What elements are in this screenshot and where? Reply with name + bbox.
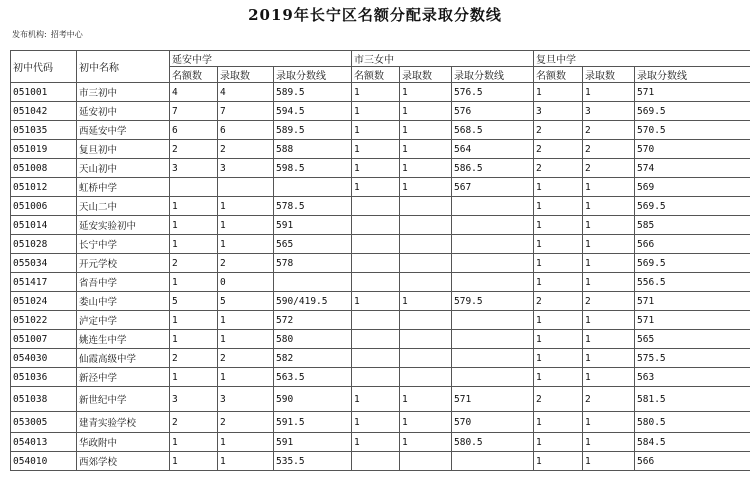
cell-fudan-admitted: 1 bbox=[583, 178, 635, 197]
cell-yanan-quota: 7 bbox=[170, 102, 218, 121]
cell-yanan-score bbox=[274, 178, 352, 197]
cell-yanan-score: 578.5 bbox=[274, 197, 352, 216]
cell-yanan-quota: 1 bbox=[170, 433, 218, 452]
cell-shisan-admitted: 1 bbox=[400, 292, 452, 311]
table-row bbox=[11, 349, 750, 368]
header-school-fudan: 复旦中学 bbox=[534, 51, 750, 67]
header-quota: 名额数 bbox=[352, 67, 400, 83]
cell-yanan-admitted: 1 bbox=[218, 433, 274, 452]
cell-yanan-score: 582 bbox=[274, 349, 352, 368]
cell-fudan-score: 563 bbox=[635, 368, 750, 387]
table-row bbox=[11, 368, 750, 387]
cell-name: 华政附中 bbox=[77, 433, 170, 452]
cell-yanan-admitted: 1 bbox=[218, 235, 274, 254]
cell-shisan-quota: 1 bbox=[352, 140, 400, 159]
cell-fudan-quota: 2 bbox=[534, 140, 583, 159]
table-row bbox=[11, 216, 750, 235]
cell-fudan-admitted: 1 bbox=[583, 330, 635, 349]
cell-fudan-admitted: 1 bbox=[583, 433, 635, 452]
cell-yanan-quota: 1 bbox=[170, 197, 218, 216]
cell-shisan-admitted bbox=[400, 216, 452, 235]
cell-shisan-quota: 1 bbox=[352, 83, 400, 102]
table-row bbox=[11, 387, 750, 412]
cell-fudan-admitted: 1 bbox=[583, 452, 635, 471]
cell-shisan-quota bbox=[352, 216, 400, 235]
cell-code: 051035 bbox=[11, 121, 77, 140]
cell-fudan-admitted: 1 bbox=[583, 349, 635, 368]
cell-yanan-quota: 1 bbox=[170, 273, 218, 292]
cell-yanan-score bbox=[274, 273, 352, 292]
publisher-value: 招考中心 bbox=[50, 30, 83, 39]
table-row bbox=[11, 235, 750, 254]
table-row bbox=[11, 102, 750, 121]
cell-code: 051006 bbox=[11, 197, 77, 216]
cell-code: 051038 bbox=[11, 387, 77, 412]
cell-fudan-score: 585 bbox=[635, 216, 750, 235]
cell-fudan-admitted: 1 bbox=[583, 216, 635, 235]
header-score-line: 录取分数线 bbox=[452, 67, 534, 83]
header-school-yanan: 延安中学 bbox=[170, 51, 352, 67]
cell-yanan-admitted: 1 bbox=[218, 452, 274, 471]
cell-yanan-admitted: 2 bbox=[218, 254, 274, 273]
cell-yanan-admitted: 1 bbox=[218, 330, 274, 349]
cell-shisan-admitted bbox=[400, 368, 452, 387]
cell-code: 051022 bbox=[11, 311, 77, 330]
cell-yanan-admitted: 1 bbox=[218, 311, 274, 330]
cell-fudan-admitted: 1 bbox=[583, 235, 635, 254]
cell-yanan-quota: 5 bbox=[170, 292, 218, 311]
cell-fudan-score: 581.5 bbox=[635, 387, 750, 412]
cell-shisan-score: 568.5 bbox=[452, 121, 534, 140]
cell-shisan-admitted: 1 bbox=[400, 412, 452, 433]
cell-code: 051014 bbox=[11, 216, 77, 235]
cell-name: 泸定中学 bbox=[77, 311, 170, 330]
table-row bbox=[11, 412, 750, 433]
table-row bbox=[11, 197, 750, 216]
cell-shisan-quota: 1 bbox=[352, 121, 400, 140]
cell-yanan-quota: 1 bbox=[170, 311, 218, 330]
cell-shisan-score: 576.5 bbox=[452, 83, 534, 102]
cell-fudan-score: 570 bbox=[635, 140, 750, 159]
cell-code: 051042 bbox=[11, 102, 77, 121]
cell-fudan-admitted: 1 bbox=[583, 83, 635, 102]
cell-shisan-admitted: 1 bbox=[400, 433, 452, 452]
cell-fudan-quota: 1 bbox=[534, 216, 583, 235]
cell-shisan-admitted: 1 bbox=[400, 83, 452, 102]
cell-shisan-score: 564 bbox=[452, 140, 534, 159]
header-school-shisan: 市三女中 bbox=[352, 51, 534, 67]
header-score-line: 录取分数线 bbox=[274, 67, 352, 83]
table-row bbox=[11, 121, 750, 140]
cell-yanan-quota: 3 bbox=[170, 387, 218, 412]
header-code: 初中代码 bbox=[11, 51, 77, 83]
cell-fudan-score: 566 bbox=[635, 452, 750, 471]
cell-fudan-admitted: 2 bbox=[583, 121, 635, 140]
cell-shisan-quota bbox=[352, 330, 400, 349]
cell-fudan-score: 569 bbox=[635, 178, 750, 197]
cell-shisan-quota: 1 bbox=[352, 387, 400, 412]
table-row bbox=[11, 330, 750, 349]
cell-yanan-score: 598.5 bbox=[274, 159, 352, 178]
cell-code: 054013 bbox=[11, 433, 77, 452]
cell-fudan-admitted: 1 bbox=[583, 368, 635, 387]
cell-fudan-quota: 1 bbox=[534, 235, 583, 254]
cell-code: 051001 bbox=[11, 83, 77, 102]
cell-fudan-quota: 1 bbox=[534, 412, 583, 433]
cell-name: 新泾中学 bbox=[77, 368, 170, 387]
cell-fudan-quota: 3 bbox=[534, 102, 583, 121]
cell-fudan-score: 584.5 bbox=[635, 433, 750, 452]
cell-yanan-admitted: 7 bbox=[218, 102, 274, 121]
cell-fudan-quota: 1 bbox=[534, 349, 583, 368]
cell-name: 市三初中 bbox=[77, 83, 170, 102]
cell-fudan-score: 575.5 bbox=[635, 349, 750, 368]
cell-shisan-quota bbox=[352, 235, 400, 254]
table-row bbox=[11, 83, 750, 102]
cell-shisan-score bbox=[452, 235, 534, 254]
header-admitted: 录取数 bbox=[400, 67, 452, 83]
cell-fudan-quota: 1 bbox=[534, 273, 583, 292]
table-row bbox=[11, 140, 750, 159]
cell-shisan-quota bbox=[352, 452, 400, 471]
header-admitted: 录取数 bbox=[583, 67, 635, 83]
cell-shisan-score bbox=[452, 273, 534, 292]
header-quota: 名额数 bbox=[170, 67, 218, 83]
cell-shisan-quota: 1 bbox=[352, 102, 400, 121]
cell-shisan-admitted: 1 bbox=[400, 121, 452, 140]
cell-shisan-admitted: 1 bbox=[400, 159, 452, 178]
cell-fudan-score: 566 bbox=[635, 235, 750, 254]
cell-name: 省吾中学 bbox=[77, 273, 170, 292]
cell-shisan-admitted bbox=[400, 452, 452, 471]
cell-shisan-score: 586.5 bbox=[452, 159, 534, 178]
cell-yanan-score: 589.5 bbox=[274, 83, 352, 102]
cell-shisan-score: 580.5 bbox=[452, 433, 534, 452]
cell-shisan-score: 576 bbox=[452, 102, 534, 121]
cell-name: 延安初中 bbox=[77, 102, 170, 121]
cell-code: 053005 bbox=[11, 412, 77, 433]
cell-shisan-admitted bbox=[400, 235, 452, 254]
cell-shisan-quota: 1 bbox=[352, 159, 400, 178]
cell-shisan-score: 571 bbox=[452, 387, 534, 412]
cell-yanan-quota: 1 bbox=[170, 368, 218, 387]
cell-fudan-admitted: 2 bbox=[583, 159, 635, 178]
cell-shisan-admitted bbox=[400, 330, 452, 349]
cell-shisan-quota bbox=[352, 197, 400, 216]
cell-yanan-admitted: 2 bbox=[218, 349, 274, 368]
cell-shisan-admitted bbox=[400, 197, 452, 216]
cell-yanan-admitted: 0 bbox=[218, 273, 274, 292]
cell-shisan-score bbox=[452, 311, 534, 330]
cell-code: 051028 bbox=[11, 235, 77, 254]
cell-name: 天山二中 bbox=[77, 197, 170, 216]
cell-yanan-quota: 2 bbox=[170, 349, 218, 368]
cell-shisan-quota: 1 bbox=[352, 412, 400, 433]
cell-fudan-quota: 2 bbox=[534, 387, 583, 412]
cell-fudan-score: 574 bbox=[635, 159, 750, 178]
cell-fudan-score: 571 bbox=[635, 292, 750, 311]
cell-yanan-quota bbox=[170, 178, 218, 197]
cell-name: 娄山中学 bbox=[77, 292, 170, 311]
cell-name: 开元学校 bbox=[77, 254, 170, 273]
cell-shisan-admitted: 1 bbox=[400, 140, 452, 159]
cell-shisan-admitted bbox=[400, 273, 452, 292]
cell-yanan-score: 578 bbox=[274, 254, 352, 273]
header-score-line: 录取分数线 bbox=[635, 67, 750, 83]
cell-name: 长宁中学 bbox=[77, 235, 170, 254]
cell-yanan-quota: 1 bbox=[170, 235, 218, 254]
cell-yanan-admitted: 1 bbox=[218, 216, 274, 235]
cell-shisan-quota bbox=[352, 349, 400, 368]
cell-code: 051008 bbox=[11, 159, 77, 178]
cell-fudan-quota: 1 bbox=[534, 452, 583, 471]
cell-yanan-score: 591 bbox=[274, 216, 352, 235]
page-title: 2019年长宁区名额分配录取分数线 bbox=[248, 6, 502, 24]
cell-shisan-admitted bbox=[400, 349, 452, 368]
cell-shisan-score: 579.5 bbox=[452, 292, 534, 311]
cell-yanan-score: 591.5 bbox=[274, 412, 352, 433]
cell-fudan-score: 571 bbox=[635, 311, 750, 330]
cell-yanan-quota: 1 bbox=[170, 330, 218, 349]
cell-name: 姚连生中学 bbox=[77, 330, 170, 349]
cell-yanan-admitted: 6 bbox=[218, 121, 274, 140]
cell-yanan-quota: 4 bbox=[170, 83, 218, 102]
cell-shisan-score bbox=[452, 452, 534, 471]
cell-name: 西延安中学 bbox=[77, 121, 170, 140]
cell-fudan-score: 556.5 bbox=[635, 273, 750, 292]
cell-fudan-score: 580.5 bbox=[635, 412, 750, 433]
cell-yanan-admitted: 2 bbox=[218, 412, 274, 433]
cell-yanan-score: 594.5 bbox=[274, 102, 352, 121]
cell-yanan-quota: 2 bbox=[170, 254, 218, 273]
cell-code: 055034 bbox=[11, 254, 77, 273]
cell-name: 西郊学校 bbox=[77, 452, 170, 471]
cell-shisan-quota bbox=[352, 273, 400, 292]
header-name: 初中名称 bbox=[77, 51, 170, 83]
cell-shisan-admitted bbox=[400, 254, 452, 273]
cell-yanan-score: 563.5 bbox=[274, 368, 352, 387]
cell-yanan-quota: 3 bbox=[170, 159, 218, 178]
cell-code: 051012 bbox=[11, 178, 77, 197]
table-row bbox=[11, 452, 750, 471]
cell-fudan-admitted: 1 bbox=[583, 412, 635, 433]
cell-yanan-admitted: 4 bbox=[218, 83, 274, 102]
cell-fudan-quota: 1 bbox=[534, 83, 583, 102]
cell-code: 051024 bbox=[11, 292, 77, 311]
cell-yanan-score: 590/419.5 bbox=[274, 292, 352, 311]
cell-name: 虹桥中学 bbox=[77, 178, 170, 197]
table-row bbox=[11, 311, 750, 330]
cell-fudan-quota: 1 bbox=[534, 311, 583, 330]
cell-fudan-quota: 1 bbox=[534, 197, 583, 216]
header-quota: 名额数 bbox=[534, 67, 583, 83]
cell-yanan-score: 572 bbox=[274, 311, 352, 330]
cell-yanan-admitted: 2 bbox=[218, 140, 274, 159]
cell-yanan-score: 589.5 bbox=[274, 121, 352, 140]
cell-shisan-score bbox=[452, 368, 534, 387]
cell-fudan-quota: 2 bbox=[534, 292, 583, 311]
cell-yanan-score: 590 bbox=[274, 387, 352, 412]
cell-fudan-score: 569.5 bbox=[635, 197, 750, 216]
cell-shisan-admitted: 1 bbox=[400, 387, 452, 412]
table-row bbox=[11, 273, 750, 292]
cell-fudan-quota: 1 bbox=[534, 254, 583, 273]
cell-yanan-admitted: 1 bbox=[218, 197, 274, 216]
cell-fudan-admitted: 1 bbox=[583, 273, 635, 292]
cell-yanan-quota: 2 bbox=[170, 140, 218, 159]
cell-shisan-admitted: 1 bbox=[400, 178, 452, 197]
cell-shisan-admitted bbox=[400, 311, 452, 330]
cell-shisan-score: 567 bbox=[452, 178, 534, 197]
cell-yanan-admitted bbox=[218, 178, 274, 197]
cell-fudan-score: 569.5 bbox=[635, 254, 750, 273]
table-row bbox=[11, 254, 750, 273]
cell-fudan-score: 569.5 bbox=[635, 102, 750, 121]
cell-fudan-quota: 1 bbox=[534, 330, 583, 349]
cell-shisan-quota: 1 bbox=[352, 178, 400, 197]
cell-shisan-admitted: 1 bbox=[400, 102, 452, 121]
cell-fudan-quota: 2 bbox=[534, 121, 583, 140]
cell-yanan-admitted: 1 bbox=[218, 368, 274, 387]
cell-yanan-score: 565 bbox=[274, 235, 352, 254]
table-row bbox=[11, 159, 750, 178]
cell-shisan-score bbox=[452, 254, 534, 273]
cell-shisan-score: 570 bbox=[452, 412, 534, 433]
cell-fudan-score: 571 bbox=[635, 83, 750, 102]
cell-shisan-score bbox=[452, 330, 534, 349]
cell-code: 051007 bbox=[11, 330, 77, 349]
cell-code: 054010 bbox=[11, 452, 77, 471]
cell-shisan-quota bbox=[352, 254, 400, 273]
cell-fudan-admitted: 2 bbox=[583, 387, 635, 412]
cell-shisan-quota: 1 bbox=[352, 433, 400, 452]
cell-name: 复旦初中 bbox=[77, 140, 170, 159]
cell-code: 051019 bbox=[11, 140, 77, 159]
cell-shisan-quota: 1 bbox=[352, 292, 400, 311]
table-row bbox=[11, 178, 750, 197]
cell-yanan-admitted: 3 bbox=[218, 159, 274, 178]
cell-fudan-quota: 2 bbox=[534, 159, 583, 178]
admission-score-table bbox=[10, 50, 750, 471]
table-row bbox=[11, 292, 750, 311]
cell-fudan-admitted: 2 bbox=[583, 292, 635, 311]
cell-yanan-admitted: 3 bbox=[218, 387, 274, 412]
cell-yanan-score: 535.5 bbox=[274, 452, 352, 471]
cell-code: 054030 bbox=[11, 349, 77, 368]
cell-yanan-score: 591 bbox=[274, 433, 352, 452]
cell-name: 延安实验初中 bbox=[77, 216, 170, 235]
cell-name: 仙霞高级中学 bbox=[77, 349, 170, 368]
cell-name: 建青实验学校 bbox=[77, 412, 170, 433]
cell-fudan-quota: 1 bbox=[534, 433, 583, 452]
cell-name: 天山初中 bbox=[77, 159, 170, 178]
cell-code: 051417 bbox=[11, 273, 77, 292]
cell-shisan-quota bbox=[352, 311, 400, 330]
cell-yanan-score: 588 bbox=[274, 140, 352, 159]
header-admitted: 录取数 bbox=[218, 67, 274, 83]
cell-shisan-score bbox=[452, 349, 534, 368]
publisher-line bbox=[12, 29, 83, 40]
cell-shisan-score bbox=[452, 216, 534, 235]
cell-fudan-score: 570.5 bbox=[635, 121, 750, 140]
cell-yanan-quota: 1 bbox=[170, 452, 218, 471]
cell-yanan-score: 580 bbox=[274, 330, 352, 349]
table-row bbox=[11, 433, 750, 452]
table-body bbox=[11, 83, 750, 471]
cell-name: 新世纪中学 bbox=[77, 387, 170, 412]
cell-yanan-admitted: 5 bbox=[218, 292, 274, 311]
publisher-label: 发布机构: bbox=[12, 30, 47, 39]
cell-fudan-admitted: 2 bbox=[583, 140, 635, 159]
cell-fudan-admitted: 1 bbox=[583, 197, 635, 216]
cell-shisan-quota bbox=[352, 368, 400, 387]
cell-fudan-admitted: 1 bbox=[583, 254, 635, 273]
cell-shisan-score bbox=[452, 197, 534, 216]
cell-yanan-quota: 2 bbox=[170, 412, 218, 433]
cell-fudan-quota: 1 bbox=[534, 178, 583, 197]
cell-yanan-quota: 6 bbox=[170, 121, 218, 140]
cell-fudan-quota: 1 bbox=[534, 368, 583, 387]
cell-fudan-admitted: 3 bbox=[583, 102, 635, 121]
cell-yanan-quota: 1 bbox=[170, 216, 218, 235]
cell-fudan-admitted: 1 bbox=[583, 311, 635, 330]
cell-code: 051036 bbox=[11, 368, 77, 387]
cell-fudan-score: 565 bbox=[635, 330, 750, 349]
